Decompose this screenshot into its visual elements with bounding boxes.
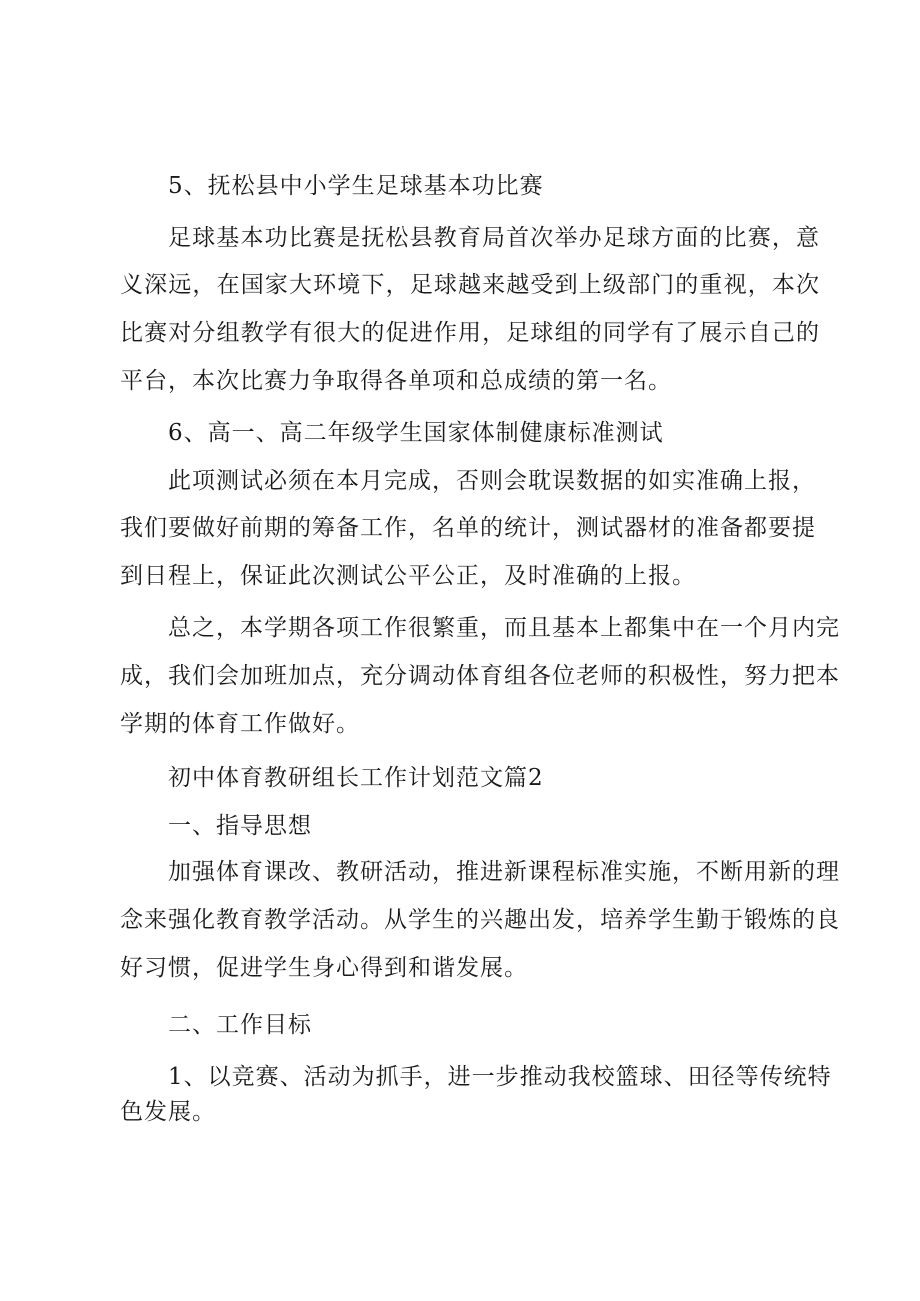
heading-item-5: 5、抚松县中小学生足球基本功比赛 <box>168 173 544 199</box>
paragraph-line: 到日程上，保证此次测试公平公正，及时准确的上报。 <box>120 563 696 589</box>
paragraph-line: 平台，本次比赛力争取得各单项和总成绩的第一名。 <box>120 368 672 394</box>
paragraph-line: 总之，本学期各项工作很繁重，而且基本上都集中在一个月内完 <box>168 615 840 641</box>
paragraph-line: 义深远，在国家大环境下，足球越来越受到上级部门的重视，本次 <box>120 272 820 298</box>
paragraph-line: 加强体育课改、教研活动，推进新课程标准实施，不断用新的理 <box>168 859 840 885</box>
paragraph-line: 好习惯，促进学生身心得到和谐发展。 <box>120 955 528 981</box>
paragraph-line: 1、以竞赛、活动为抓手，进一步推动我校篮球、田径等传统特 <box>168 1064 832 1090</box>
paragraph-line: 我们要做好前期的筹备工作，名单的统计，测试器材的准备都要提 <box>120 515 816 541</box>
heading-work-goals: 二、工作目标 <box>168 1012 312 1038</box>
paragraph-line: 比赛对分组教学有很大的促进作用，足球组的同学有了展示自己的 <box>120 320 820 346</box>
heading-item-6: 6、高一、高二年级学生国家体制健康标准测试 <box>168 420 664 446</box>
section-title: 初中体育教研组长工作计划范文篇2 <box>168 765 544 791</box>
paragraph-line: 念来强化教育教学活动。从学生的兴趣出发，培养学生勤于锻炼的良 <box>120 907 840 933</box>
paragraph-line: 此项测试必须在本月完成，否则会耽误数据的如实准确上报， <box>168 468 816 494</box>
paragraph-line: 色发展。 <box>120 1099 216 1125</box>
paragraph-line: 成，我们会加班加点，充分调动体育组各位老师的积极性，努力把本 <box>120 663 840 689</box>
paragraph-line: 学期的体育工作做好。 <box>120 711 360 737</box>
paragraph-line: 足球基本功比赛是抚松县教育局首次举办足球方面的比赛，意 <box>168 225 820 251</box>
heading-guiding-thought: 一、指导思想 <box>168 813 312 839</box>
